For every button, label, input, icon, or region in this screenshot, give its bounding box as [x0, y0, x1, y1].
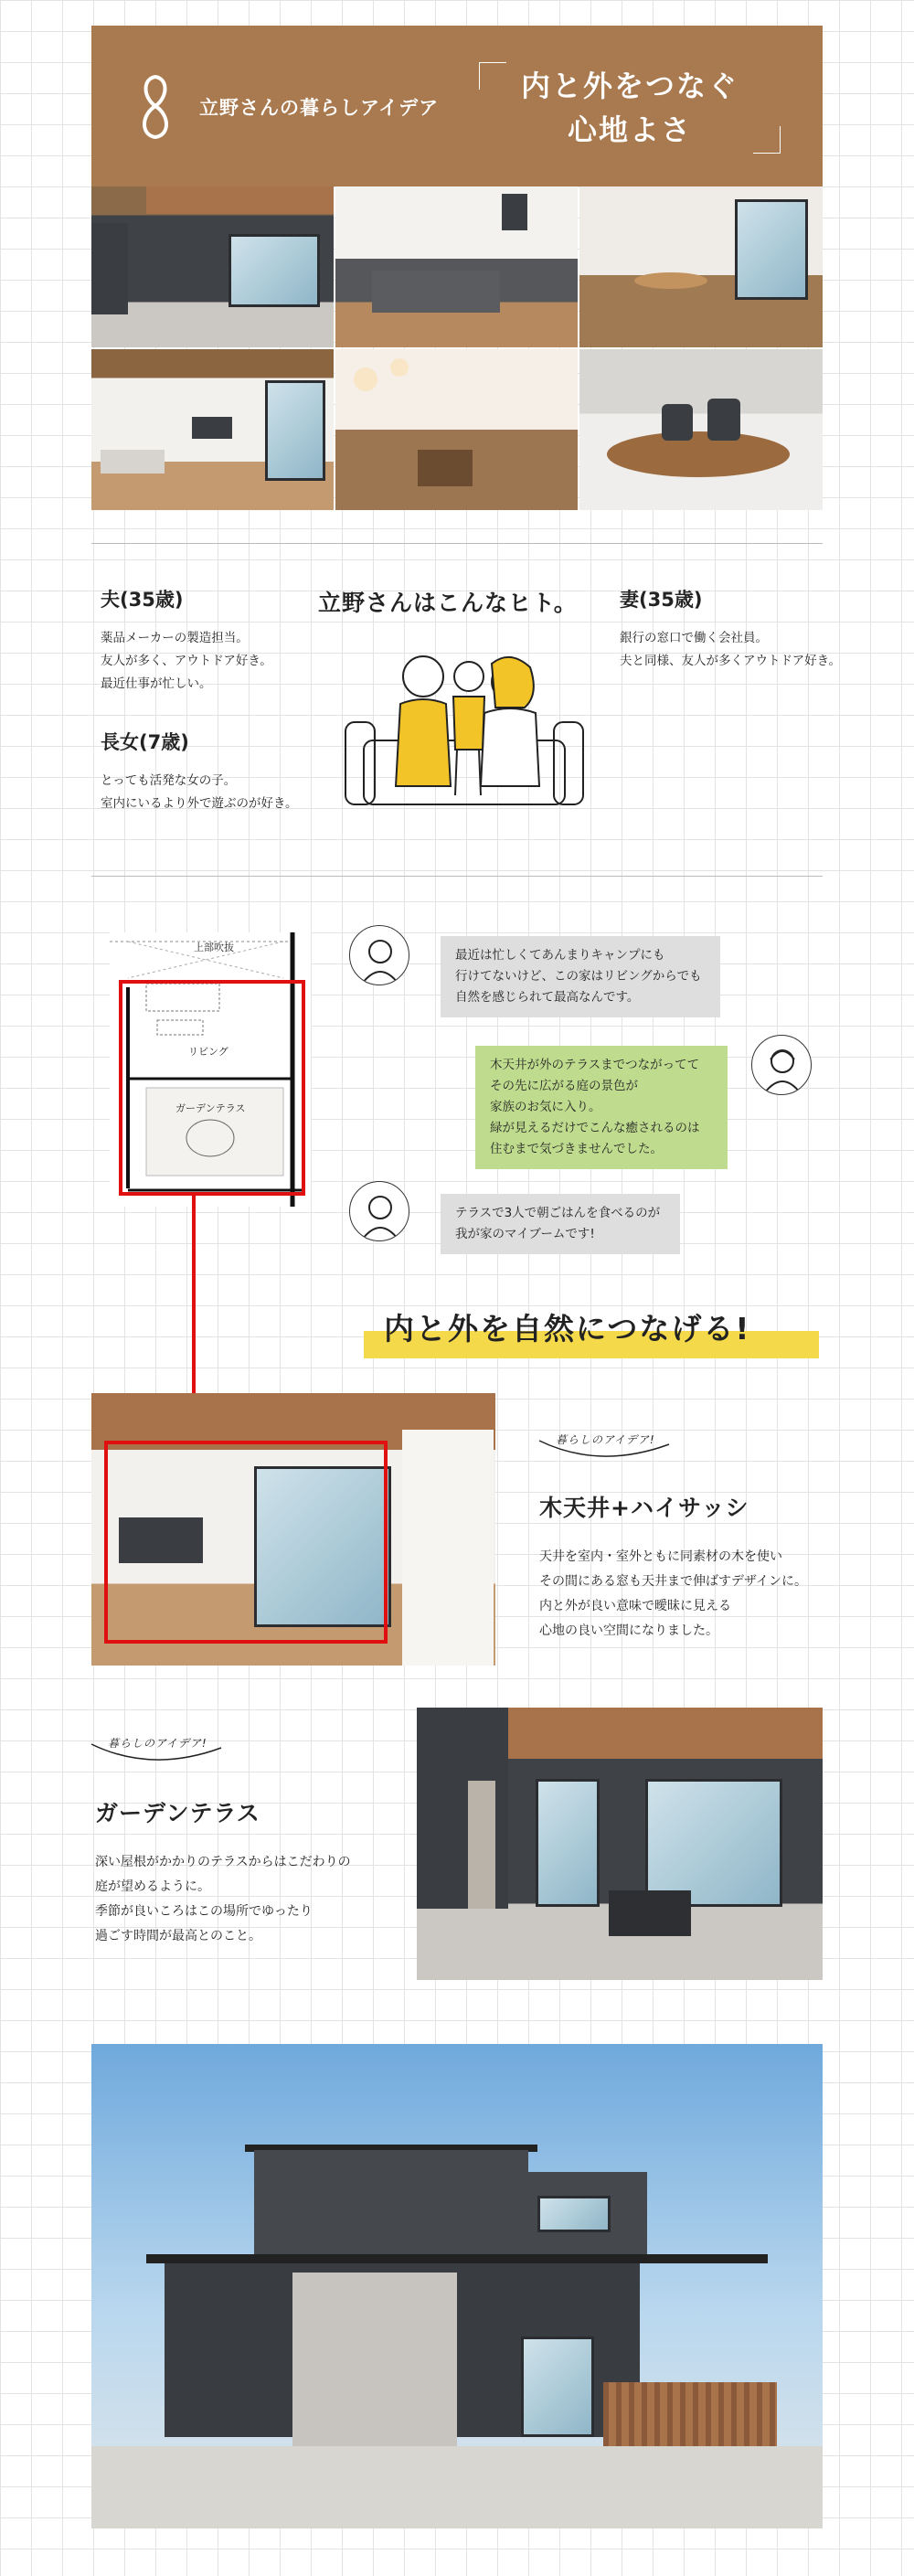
family-heading: 立野さんはこんなヒト。 [318, 590, 578, 616]
speech-bubble-family [441, 1194, 680, 1254]
bubble-line: 住むまで気づきませんでした。 [490, 1142, 663, 1156]
idea-desc-line: 深い屋根がかかりのテラスからはこだわりの [95, 1855, 351, 1869]
wife-avatar [751, 1035, 812, 1095]
bubble-line: 家族のお気に入り。 [490, 1100, 601, 1114]
bracket-bottom-right [753, 126, 781, 154]
idea-title: 木天井+ハイサッシ [539, 1495, 749, 1521]
bubble-line: 緑が見えるだけでこんな癒されるのは [490, 1121, 700, 1135]
wife-desc-line: 銀行の窓口で働く会社員。 [620, 631, 768, 645]
daughter-desc-line: 室内にいるより外で遊ぶのが好き。 [101, 796, 298, 811]
photo-dining [579, 186, 823, 347]
wife-profile [620, 585, 841, 673]
family-illustration [336, 649, 587, 810]
idea-desc-line: 内と外が良い意味で曖昧に見える [539, 1599, 731, 1613]
bubble-line: 木天井が外のテラスまでつながってて [490, 1058, 700, 1072]
daughter-desc-line: とっても活発な女の子。 [101, 773, 237, 788]
husband-avatar [349, 1181, 409, 1241]
floorplan-label-top: 上部吹抜 [194, 942, 234, 953]
husband-desc-line: 友人が多く、アウトドア好き。 [101, 654, 272, 668]
wife-desc-line: 夫と同様、友人が多くアウトドア好き。 [620, 654, 842, 668]
idea-desc-line: 過ごす時間が最高とのこと。 [95, 1929, 261, 1943]
idea-desc-line: 心地の良い空間になりました。 [539, 1623, 718, 1638]
speech-bubble-wife [475, 1046, 728, 1169]
photo-terrace [91, 186, 334, 347]
bubble-line: 我が家のマイブームです! [455, 1227, 595, 1241]
floorplan-label-living: リビング [188, 1046, 228, 1058]
idea-desc-line: その間にある窓も天井まで伸ばすデザインに。 [539, 1574, 808, 1589]
husband-avatar [349, 925, 409, 985]
idea-tag: 暮らしのアイデア! [108, 1737, 207, 1750]
husband-desc-line: 薬品メーカーの製造担当。 [101, 631, 249, 645]
speech-bubble-husband [441, 936, 720, 1017]
photo-dining-lamps [335, 349, 578, 510]
idea-desc-line: 季節が良いころはこの場所でゆったり [95, 1904, 313, 1919]
photo-living [91, 349, 334, 510]
photo-basket [579, 349, 823, 510]
wife-title: 妻(35歳) [620, 589, 703, 611]
bubble-line: 最近は忙しくてあんまりキャンプにも [455, 948, 665, 963]
photo-kitchen [335, 186, 578, 347]
title-line-1: 内と外をつなぐ [520, 69, 739, 103]
idea-tag: 暮らしのアイデア! [556, 1433, 655, 1446]
husband-title: 夫(35歳) [101, 589, 184, 611]
bracket-top-left [479, 62, 506, 90]
photo-house-exterior [91, 2044, 823, 2528]
idea-desc-line: 庭が望めるように。 [95, 1879, 210, 1894]
brand-text: 立野さんの暮らしアイデア [199, 97, 440, 119]
idea-title: ガーデンテラス [95, 1800, 260, 1826]
idea-description [95, 1850, 351, 1949]
divider [91, 876, 823, 877]
page-title [479, 62, 781, 154]
bubble-line: その先に広がる庭の景色が [490, 1079, 638, 1093]
photo-garden-terrace [417, 1708, 823, 1980]
idea-desc-line: 天井を室内・室外ともに同素材の木を使い [539, 1549, 782, 1564]
title-line-2: 心地よさ [567, 112, 692, 147]
divider [91, 543, 823, 544]
highlight-box [104, 1441, 388, 1644]
header-banner [91, 26, 823, 186]
husband-profile [101, 585, 272, 696]
daughter-profile [101, 728, 297, 815]
bubble-line: 行けてないけど、この家はリビングからでも [455, 969, 702, 984]
bubble-line: 自然を感じられて最高なんです。 [455, 990, 640, 1005]
infinity-logo-icon [139, 71, 172, 141]
daughter-title: 長女(7歳) [101, 731, 189, 753]
section-headline: 内と外を自然につなげる! [384, 1311, 751, 1347]
floorplan-label-garden: ガーデンテラス [175, 1102, 246, 1114]
husband-desc-line: 最近仕事が忙しい。 [101, 676, 212, 691]
highlight-box [119, 980, 305, 1196]
bubble-line: テラスで3人で朝ごはんを食べるのが [455, 1206, 661, 1220]
idea-description [539, 1545, 807, 1644]
